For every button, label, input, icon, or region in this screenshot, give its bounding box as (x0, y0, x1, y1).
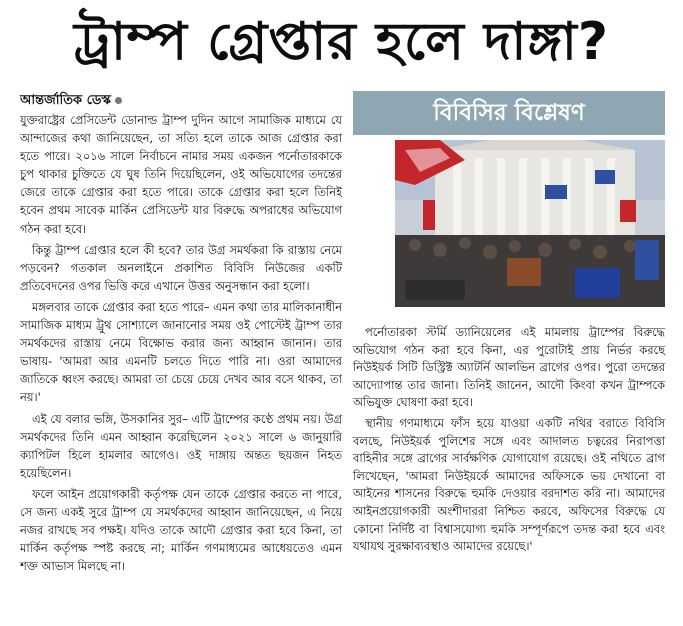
article-paragraph: স্থানীয় গণমাধ্যমে ফাঁস হয়ে যাওয়া একটি নথির বরাতে বিবিসি বলছে, নিউইয়র্ক পুলিশের সঙ্গে এবং আদালত চত্বরের নিরাপত্তা বাহিনীর সঙ্গে ব্রাগের সার্বক্ষণিক যোগাযোগ রয়েছে। ওই নথিতে ব্রাগ লিখেছেন, 'আমরা নিউইয়র্কে আমাদের অফিসকে ভয় দেখানো বা আইনের শাসনের বিরুদ্ধে হুমকি দেওয়ার বরদাশত করি না। আমাদের আইনপ্রয়োগকারী অংশীদাররা নিশ্চিত করবে, অফিসের বিরুদ্ধে যে কোনো নির্দিষ্ট বা বিশ্বাসযোগ্য হুমকি সম্পূর্ণরূপে তদন্ত করা হবে এবং যথাযথ সুরক্ষাব্যবস্থাও আমাদের রয়েছে।' (353, 415, 665, 554)
article-paragraph: এই যে বলার ভঙ্গি, উসকানির সুর– এটি ট্রাম্পের কণ্ঠে প্রথম নয়। উগ্র সমর্থকদের তিনি এমন আহ্বান করেছিলেন ২০২১ সালে ৬ জানুয়ারি ক্যাপিটল হিলে হামলার আগেও। ওই দাঙ্গায় অন্তত ছয়জন নিহত হয়েছিলেন। (20, 411, 342, 480)
banner-title: বিবিসির বিশ্লেষণ (433, 100, 585, 126)
desk-byline (20, 92, 342, 110)
article-paragraph: ফলে আইন প্রয়োগকারী কর্তৃপক্ষ যেন তাকে গ্রেপ্তার করতে না পারে, সে জন্য একই সুরে ট্রাম্প যে সমর্থকদের আহ্বান জানিয়েছেন, এ নিয়ে নজর রাখছে সব পক্ষই। যদিও তাকে আদৌ গ্রেপ্তার করা হবে কিনা, তা মার্কিন কর্তৃপক্ষ স্পষ্ট করছে না; মার্কিন গণমাধ্যমের আধেয়তেও এমন শক্ত আভাস মিলছে না। (20, 486, 342, 574)
right-column (353, 324, 665, 559)
article-paragraph: মঙ্গলবার তাকে গ্রেপ্তার করা হতে পারে– এমন কথা তার মালিকানাধীন সামাজিক মাধ্যম ট্রুথ সোশ্যালে জানানোর সময় ওই পোস্টেই ট্রাম্প তার সমর্থকদের রাস্তায় নেমে বিক্ষোভ করার জন্য আহ্বান জানান। তার ভাষায়- 'আমরা আর এমনটি চলতে দিতে পারি না। ওরা আমাদের জাতিকে ধ্বংস করছে। আমরা তা চেয়ে চেয়ে দেখব আর বসে থাকব, তা নয়।' (20, 299, 342, 405)
article-paragraph: কিন্তু ট্রাম্প গ্রেপ্তার হলে কী হবে? তার উগ্র সমর্থকরা কি রাস্তায় নেমে পড়বেন? গতকাল অনলাইনে প্রকাশিত বিবিসি নিউজের একটি প্রতিবেদনের ওপর ভিত্তি করে এখানে উত্তর অনুসন্ধান করা হলো। (20, 242, 342, 293)
section-banner (353, 91, 665, 135)
article-paragraph: পর্নোতারকা স্টর্মি ড্যানিয়েলের এই মামলায় ট্রাম্পের বিরুদ্ধে অভিযোগ গঠন করা হবে কিনা, এর পুরোটাই প্রায় নির্ভর করছে নিউইয়র্ক সিটি ডিস্ট্রিক্ট অ্যাটর্নি আলভিন ব্রাগের ওপর। পুরো তদন্তের আদ্যোপান্ত তার জানা। তিনিই জানেন, আদৌ কিংবা কখন ট্রাম্পকে অভিযুক্ত ঘোষণা করা হবে। (353, 325, 665, 410)
bullet-icon (115, 97, 122, 104)
article-paragraph: যুক্তরাষ্ট্রের প্রেসিডেন্ট ডোনাল্ড ট্রাম্প দুদিন আগে সামাজিক মাধ্যমে যে আন্দাজের কথা জানিয়েছেন, তা সত্যি হলে তাকে আজ গ্রেপ্তার করা হতে পারে। ২০১৬ সালে নির্বাচনে নামার সময় একজন পর্নোতারকাকে চুপ থাকার চুক্তিতে যে ঘুষ তিনি দিয়েছিলেন, ওই অভিযোগের তদন্তের জেরে তাকে গ্রেপ্তার করা হতে পারে। তাকে গ্রেপ্তার করা হলে তিনিই হবেন প্রথম সাবেক মার্কিন প্রেসিডেন্ট যার বিরুদ্ধে অপরাধের অভিযোগ গঠন করা হবে। (20, 113, 342, 236)
desk-label: আন্তর্জাতিক ডেস্ক (20, 93, 111, 108)
headline: ট্রাম্প গ্রেপ্তার হলে দাঙ্গা? (73, 12, 610, 72)
left-column (20, 92, 342, 578)
capitol-riot-photo (395, 140, 665, 307)
